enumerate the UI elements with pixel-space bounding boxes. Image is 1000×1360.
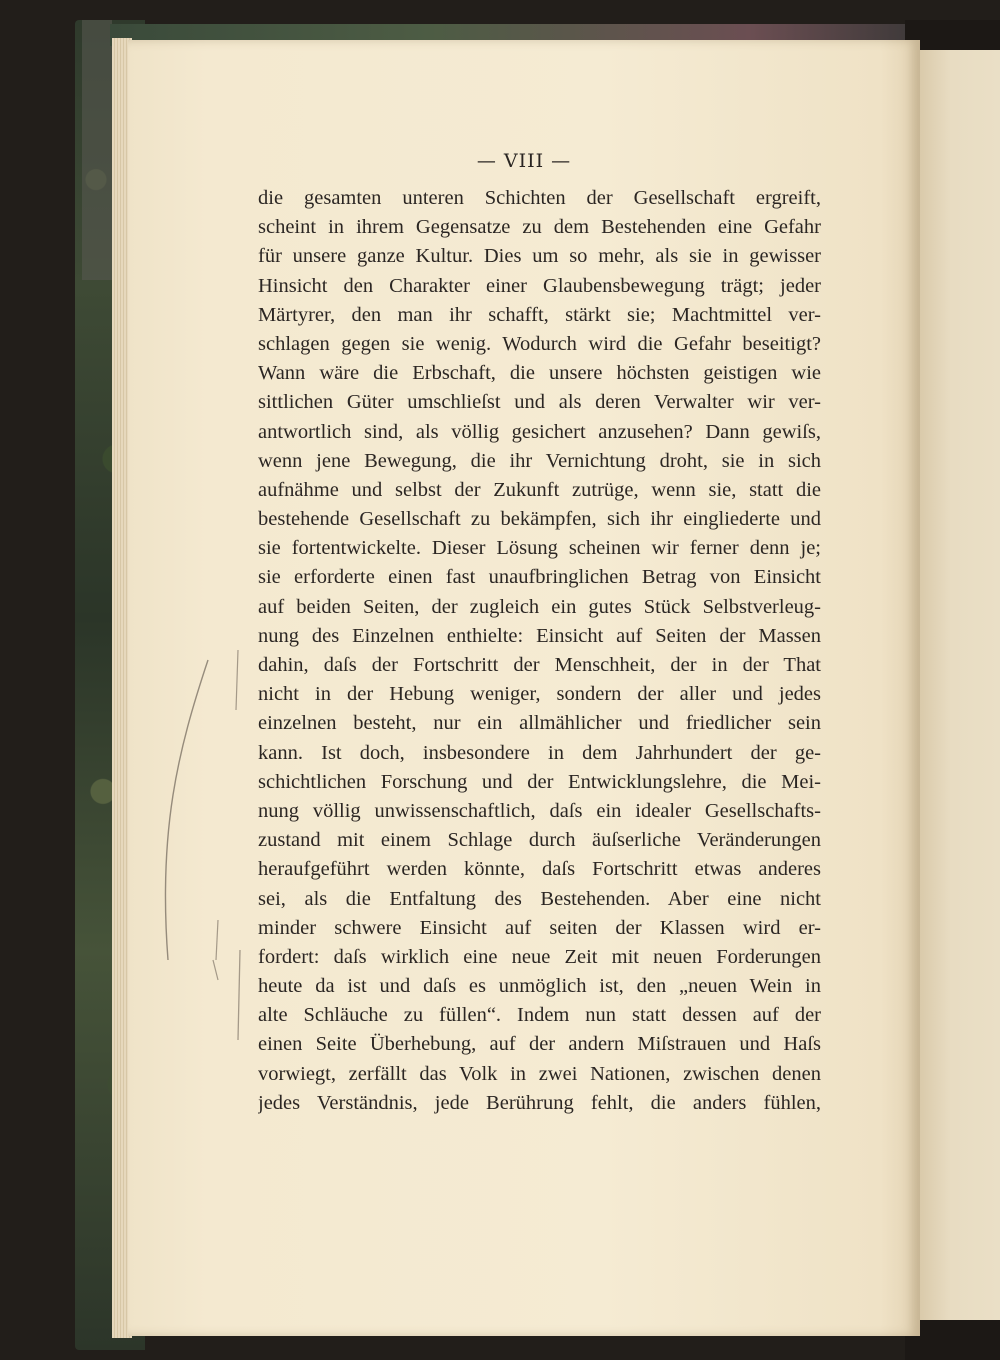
text-line: jedes Verständnis, jede Berührung fehlt, die anders fühlen, — [258, 1091, 821, 1114]
text-line: sie fortentwickelte. Dieser Lösung scheinen wir ferner denn je; — [258, 537, 821, 560]
text-line: nicht in der Hebung weniger, sondern der aller und jedes — [258, 683, 821, 706]
text-line: alte Schläuche zu füllen“. Indem nun statt dessen auf der — [258, 1004, 821, 1027]
text-line: die gesamten unteren Schichten der Gesellschaft ergreift, — [258, 187, 821, 209]
text-line: sie erforderte einen fast unaufbringlichen Betrag von Einsicht — [258, 566, 821, 589]
text-line: bestehende Gesellschaft zu bekämpfen, sich ihr eingliederte und — [258, 508, 821, 531]
text-line: zustand mit einem Schlage durch äuſserliche Veränderungen — [258, 829, 821, 852]
text-line: fordert: daſs wirklich eine neue Zeit mit neuen Forderungen — [258, 945, 821, 968]
text-line: Märtyrer, den man ihr schafft, stärkt sie; Machtmittel ver- — [258, 303, 821, 326]
text-line: für unsere ganze Kultur. Dies um so mehr, als sie in gewisser — [258, 245, 821, 268]
text-line: heraufgeführt werden könnte, daſs Fortschritt etwas anderes — [258, 858, 821, 881]
text-line: Wann wäre die Erbschaft, die unsere höchsten geistigen wie — [258, 362, 821, 385]
text-line: sittlichen Güter umschlieſst und als deren Verwalter wir ver- — [258, 391, 821, 414]
text-line: dahin, daſs der Fortschritt der Menschheit, der in der That — [258, 654, 821, 676]
next-page-edge — [918, 50, 1000, 1320]
text-line: minder schwere Einsicht auf seiten der Klassen wird er- — [258, 916, 821, 939]
text-line: schichtlichen Forschung und der Entwicklungslehre, die Mei- — [258, 770, 821, 793]
text-line: einen Seite Überhebung, auf der andern Miſstrauen und Haſs — [258, 1033, 821, 1056]
page-number: — VIII — — [476, 150, 572, 172]
text-line: schlagen gegen sie wenig. Wodurch wird die Gefahr beseitigt? — [258, 332, 821, 355]
text-line: vorwiegt, zerfällt das Volk in zwei Nationen, zwischen denen — [258, 1062, 821, 1085]
text-line: antwortlich sind, als völlig gesichert anzusehen? Dann gewiſs, — [258, 420, 821, 443]
text-line: wenn jene Bewegung, die ihr Vernichtung droht, sie in sich — [258, 449, 821, 472]
text-line: nung des Einzelnen enthielte: Einsicht auf Seiten der Massen — [258, 624, 821, 647]
text-line: Hinsicht den Charakter einer Glaubensbewegung trägt; jeder — [258, 274, 821, 297]
text-line: einzelnen besteht, nur ein allmählicher und friedlicher sein — [258, 712, 821, 735]
cover-edge — [82, 20, 112, 280]
book-page — [128, 40, 920, 1336]
pencil-margin-marks — [138, 630, 248, 1050]
text-line: aufnähme und selbst der Zukunft zutrüge, wenn sie, statt die — [258, 478, 821, 501]
text-line: auf beiden Seiten, der zugleich ein gutes Stück Selbstverleug- — [258, 595, 821, 618]
text-line: scheint in ihrem Gegensatze zu dem Bestehenden eine Gefahr — [258, 216, 821, 239]
text-line: kann. Ist doch, insbesondere in dem Jahrhundert der ge- — [258, 741, 821, 764]
body-text — [258, 184, 821, 1118]
text-line: heute da ist und daſs es unmöglich ist, den „neuen Wein in — [258, 975, 821, 998]
text-line: nung völlig unwissenschaftlich, daſs ein idealer Gesellschafts- — [258, 799, 821, 822]
text-line: sei, als die Entfaltung des Bestehenden. Aber eine nicht — [258, 887, 821, 910]
